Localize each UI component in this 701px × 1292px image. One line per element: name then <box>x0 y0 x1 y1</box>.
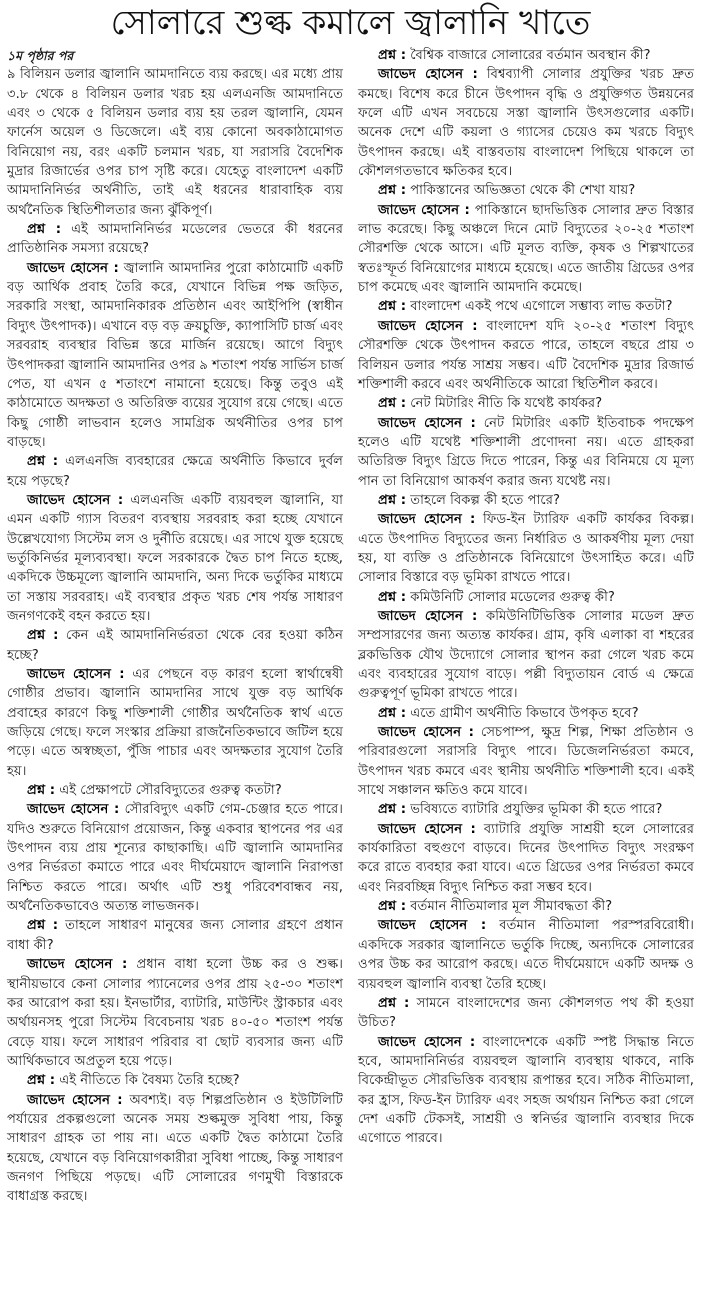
paragraph-text: সামনে বাংলাদেশের জন্য কৌশলগত পথ কী হওয়া উচিত? <box>358 995 694 1031</box>
paragraph-text: অবশ্যই। বড় শিল্পপ্রতিষ্ঠান ও ইউটিলিটি পর্যায়ের প্রকল্পগুলো অনেক সময় শুল্কমুক্ত সুবিধা পায়, কিন্তু সাধারণ গ্রাহক তা পায় না। এতে একটি দ্বৈত কাঠামো তৈরি হয়েছে, যেখানে বড় বিনিয়োগকারীরা সুবিধা পাচ্ছে, কিন্তু সাধারণ জনগণ পিছিয়ে পড়ছে। এটি সোলারের গণমুখী বিস্তারকে বাধাগ্রস্ত করছে। <box>7 1092 343 1205</box>
paragraph-text: তাহলে বিকল্প কী হতে পারে? <box>410 492 560 508</box>
interview-answer <box>7 955 343 1071</box>
question-label: প্রশ্ন : <box>378 299 407 315</box>
interview-answer <box>358 820 694 897</box>
speaker-label: জাভেদ হোসেন : <box>378 318 478 334</box>
speaker-label: জাভেদ হোসেন : <box>378 1034 476 1050</box>
paragraph-text: সৌরবিদ্যুৎ একটি গেম-চেঞ্জার হতে পারে। যদিও শুরুতে বিনিয়োগ প্রয়োজন, কিন্তু একবার স্থাপনের পর এর উৎপাদন ব্যয় প্রায় শূন্যের কাছাকাছি। এটি জ্বালানি আমদানির ওপর নির্ভরতা কমাতে পারে এবং দীর্ঘমেয়াদে জ্বালানি নিরাপত্তা নিশ্চিত করতে পারে। অর্থাৎ এটি শুধু পরিবেশবান্ধব নয়, অর্থনৈতিকভাবেও অত্যন্ত লাভজনক। <box>7 802 343 915</box>
paragraph-text: নেট মিটারিং নীতি কি যথেষ্ট কার্যকর? <box>410 396 603 412</box>
speaker-label: জাভেদ হোসেন : <box>27 802 120 818</box>
paragraph-text: এলএনজি ব্যবহারের ক্ষেত্রে অর্থনীতি কিভাবে দুর্বল হয়ে পড়ছে? <box>7 454 343 489</box>
interview-question <box>7 626 343 665</box>
interview-question <box>7 1071 343 1090</box>
paragraph-text: বাংলাদেশকে একটি স্পষ্ট সিদ্ধান্ত নিতে হবে, আমদানিনির্ভর ব্যয়বহুল জ্বালানি ব্যবস্থায় থাকবে, নাকি বিকেন্দ্রীভূত সৌরভিত্তিক ব্যবস্থায় রূপান্তর হবে। সঠিক নীতিমালা, কর হ্রাস, ফিড-ইন ট্যারিফ এবং সহজ অর্থায়ন নিশ্চিত করা গেলে দেশ একটি টেকসই, সাশ্রয়ী ও স্বনির্ভর জ্বালানি ব্যবস্থার দিকে এগোতে পারবে। <box>358 1034 694 1147</box>
speaker-label: জাভেদ হোসেন : <box>378 415 476 431</box>
paragraph-text: বিশ্বব্যাপী সোলার প্রযুক্তির খরচ দ্রুত কমছে। বিশেষ করে চীনে উৎপাদন বৃদ্ধি ও প্রযুক্তিগত উন্নয়নের ফলে এটি এখন সবচেয়ে সস্তা জ্বালানি উৎসগুলোর একটি। অনেক দেশে এটি কয়লা ও গ্যাসের চেয়েও কম খরচে বিদ্যুৎ উৎপাদন করছে। এই বাস্তবতায় বাংলাদেশ পিছিয়ে থাকলে তা কৌশলগতভাবে ক্ষতিকর হবে। <box>358 67 694 180</box>
paragraph-text: কেন এই আমদানিনির্ভরতা থেকে বের হওয়া কঠিন হচ্ছে? <box>7 628 343 663</box>
interview-question <box>358 994 694 1033</box>
speaker-label: জাভেদ হোসেন : <box>27 492 124 508</box>
paragraph-text: বর্তমান নীতিমালা পরস্পরবিরোধী। একদিকে সরকার জ্বালানিতে ভর্তুকি দিচ্ছে, অন্যদিকে সোলারের ওপর উচ্চ কর আরোপ করছে। এতে দীর্ঘমেয়াদে একটি অদক্ষ ও ব্যয়বহুল জ্বালানি ব্যবস্থা তৈরি হচ্ছে। <box>358 918 694 992</box>
paragraph-text: ৯ বিলিয়ন ডলার জ্বালানি আমদানিতে ব্যয় করছে। এর মধ্যে প্রায় ৩.৮ থেকে ৪ বিলিয়ন ডলার খরচ হয় এলএনজি আমদানিতে এবং ৩ থেকে ৫ বিলিয়ন ডলার ব্যয় হয় তরল জ্বালানি, যেমন ফার্নেস অয়েল ও ডিজেলে। এই ব্যয় কোনো অবকাঠামোগত বিনিয়োগ নয়, বরং একটি চলমান খরচ, যা সরাসরি বৈদেশিক মুদ্রার রিজার্ভের ওপর চাপ সৃষ্টি করে। যেহেতু বাংলাদেশ একটি আমদানিনির্ভর অর্থনীতি, তাই এই ধরনের ধারাবাহিক ব্যয় অর্থনৈতিক স্থিতিশীলতার জন্য ঝুঁকিপূর্ণ। <box>7 67 343 218</box>
paragraph-text: বাংলাদেশ যদি ২০-২৫ শতাংশ বিদ্যুৎ সৌরশক্তি থেকে উৎপাদন করতে পারে, তাহলে বছরে প্রায় ৩ বিলিয়ন ডলার পর্যন্ত সাশ্রয় সম্ভব। এটি বৈদেশিক মুদ্রার রিজার্ভ শক্তিশালী করবে এবং অর্থনীতিকে আরো স্থিতিশীল করবে। <box>358 318 695 392</box>
speaker-label: জাভেদ হোসেন : <box>27 1092 123 1108</box>
paragraph-text: তাহলে সাধারণ মানুষের জন্য সোলার গ্রহণে প্রধান বাধা কী? <box>7 918 343 953</box>
interview-question <box>358 491 694 510</box>
interview-question <box>358 181 694 200</box>
interview-answer <box>7 800 343 916</box>
paragraph-text: বর্তমান নীতিমালার মূল সীমাবদ্ধতা কী? <box>410 899 613 915</box>
speaker-label: জাভেদ হোসেন : <box>27 957 128 973</box>
interview-question <box>358 588 694 607</box>
question-label: প্রশ্ন : <box>27 454 58 470</box>
speaker-label: জাভেদ হোসেন : <box>378 608 478 624</box>
paragraph-text: প্রধান বাধা হলো উচ্চ কর ও শুল্ক। স্থানীয়ভাবে কেনা সোলার প্যানেলের ওপর প্রায় ২৫-৩০ শতাংশ কর আরোপ করা হয়। ইনভার্টার, ব্যাটারি, মাউন্টিং স্ট্রাকচার এবং অর্থায়নসহ পুরো সিস্টেম বিবেচনায় খরচ ৪০-৫০ শতাংশ পর্যন্ত বেড়ে যায়। ফলে সাধারণ পরিবার বা ছোট ব্যবসার জন্য এটি আর্থিকভাবে অপ্রতুল হয়ে পড়ে। <box>7 957 343 1069</box>
speaker-label: জাভেদ হোসেন : <box>27 260 119 276</box>
interview-question <box>358 800 694 819</box>
interview-question <box>7 781 343 800</box>
interview-answer <box>7 665 343 781</box>
question-label: প্রশ্ন : <box>378 802 407 818</box>
speaker-label: জাভেদ হোসেন : <box>27 667 125 682</box>
speaker-label: জাভেদ হোসেন : <box>378 512 476 528</box>
question-label: প্রশ্ন : <box>378 183 407 199</box>
article-column-right <box>358 46 694 1149</box>
question-label: প্রশ্ন : <box>378 995 410 1011</box>
interview-answer <box>358 317 694 394</box>
paragraph-text: ব্যাটারি প্রযুক্তি সাশ্রয়ী হলে সোলারের কার্যকারিতা বহুগুণে বাড়বে। দিনের উৎপাদিত বিদ্যুৎ সংরক্ষণ করে রাতে ব্যবহার করা যাবে। এতে গ্রিডের ওপর নির্ভরতা কমবে এবং নিরবচ্ছিন্ন বিদ্যুৎ নিশ্চিত করা সম্ভব হবে। <box>358 821 694 895</box>
question-label: প্রশ্ন : <box>378 492 407 508</box>
paragraph-text: এই প্রেক্ষাপটে সৌরবিদ্যুতের গুরুত্ব কতটা? <box>59 783 282 799</box>
article-column-left <box>7 46 343 1207</box>
interview-answer <box>358 201 694 298</box>
question-label: প্রশ্ন : <box>378 48 407 63</box>
question-label: প্রশ্ন : <box>378 705 407 721</box>
question-label: প্রশ্ন : <box>27 222 61 238</box>
interview-answer <box>358 1033 694 1149</box>
interview-question <box>358 46 694 65</box>
paragraph-text: এলএনজি একটি ব্যয়বহুল জ্বালানি, যা এমন একটি গ্যাস বিতরণ ব্যবস্থায় সরবরাহ করা হচ্ছে যেখানে উল্লেখযোগ্য সিস্টেম লস ও দুর্নীতি রয়েছে। এর সাথে যুক্ত হয়েছে ভর্তুকিনির্ভর মূল্যব্যবস্থা। ফলে সরকারকে দ্বৈত চাপ নিতে হচ্ছে, একদিকে উচ্চমূল্যে জ্বালানি আমদানি, অন্য দিকে ভর্তুকির মাধ্যমে তা সস্তায় সরবরাহ। এই ব্যবস্থার প্রকৃত খরচ শেষ পর্যন্ত সাধারণ জনগণকেই বহন করতে হয়। <box>7 492 343 624</box>
speaker-label: জাভেদ হোসেন : <box>378 67 478 83</box>
interview-answer <box>358 916 694 993</box>
question-label: প্রশ্ন : <box>378 589 407 605</box>
paragraph-text: ফিড-ইন ট্যারিফ একটি কার্যকর বিকল্প। এতে উৎপাদিত বিদ্যুতের জন্য নির্ধারিত ও আকর্ষণীয় মূল্য দেয়া হয়, যা ব্যক্তি ও প্রতিষ্ঠানকে বিনিয়োগে উৎসাহিত করে। এটি সোলার বিস্তারে বড় ভূমিকা রাখতে পারে। <box>358 512 694 586</box>
interview-answer <box>7 259 343 452</box>
speaker-label: জাভেদ হোসেন : <box>378 918 487 934</box>
paragraph-text: ভবিষ্যতে ব্যাটারি প্রযুক্তির ভূমিকা কী হতে পারে? <box>410 802 663 818</box>
paragraph-text: এই নীতিতে কি বৈষম্য তৈরি হচ্ছে? <box>59 1073 240 1089</box>
interview-answer <box>358 414 694 491</box>
question-label: প্রশ্ন : <box>27 783 56 799</box>
question-label: প্রশ্ন : <box>27 918 58 934</box>
paragraph-text: জ্বালানি আমদানির পুরো কাঠামোটি একটি বড় আর্থিক প্রবাহ তৈরি করে, যেখানে বিভিন্ন পক্ষ জড়িত, সরকারি সংস্থা, আমদানিকারক প্রতিষ্ঠান এবং আইপিপি (স্বাধীন বিদ্যুৎ উৎপাদক)। এখানে বড় বড় ক্রয়চুক্তি, ক্যাপাসিটি চার্জ এবং সরবরাহ ব্যবস্থার বিভিন্ন স্তরে মার্জিন রয়েছে। আগে বিদ্যুৎ উৎপাদকরা জ্বালানি আমদানির ওপর ৯ শতাংশ পর্যন্ত সার্ভিস চার্জ পেত, যা এখন ৫ শতাংশে নামানো হয়েছে। কিন্তু তবুও এই কাঠামোতে অদক্ষতা ও অতিরিক্ত ব্যয়ের সুযোগ রয়ে গেছে। এতে কিছু গোষ্ঠী লাভবান হলেও সামগ্রিক অর্থনীতির ওপর চাপ বাড়ছে। <box>7 260 343 450</box>
paragraph-text: এর পেছনে বড় কারণ হলো স্বার্থান্বেষী গোষ্ঠীর প্রভাব। জ্বালানি আমদানির সাথে যুক্ত বড় আর্থিক প্রবাহের কারণে কিছু শক্তিশালী গোষ্ঠীর অর্থনৈতিক স্বার্থ এতে জড়িয়ে গেছে। ফলে সংস্কার প্রক্রিয়া রাজনৈতিকভাবে জটিল হয়ে পড়ে। এতে অস্বচ্ছতা, পুঁজি পাচার এবং অদক্ষতার সুযোগ তৈরি হয়। <box>7 667 343 779</box>
article-headline: সোলারে শুল্ক কমালে জ্বালানি খাতে <box>110 3 591 43</box>
article-body <box>0 46 701 1207</box>
paragraph-text: নেট মিটারিং একটি ইতিবাচক পদক্ষেপ হলেও এটি যথেষ্ট শক্তিশালী প্রণোদনা নয়। এতে গ্রাহকরা অতিরিক্ত বিদ্যুৎ গ্রিডে দিতে পারেন, কিন্তু এর বিনিময়ে যে মূল্য পান তা বিনিয়োগ আকর্ষণ করার জন্য যথেষ্ট নয়। <box>358 415 694 489</box>
paragraph-text: পাকিস্তানে ছাদভিত্তিক সোলার দ্রুত বিস্তার লাভ করেছে। কিছু অঞ্চলে দিনে মোট বিদ্যুতের ২০-২৫ শতাংশ সৌরশক্তি থেকে আসে। এটি মূলত ব্যক্তি, কৃষক ও শিল্পখাতের স্বতঃস্ফূর্ত বিনিয়োগের মাধ্যমে হয়েছে। এতে জাতীয় গ্রিডের ওপর চাপ কমেছে এবং জ্বালানি আমদানি কমেছে। <box>358 202 694 296</box>
interview-answer <box>358 723 694 800</box>
interview-answer <box>358 65 694 181</box>
interview-question <box>7 220 343 259</box>
speaker-label: জাভেদ হোসেন : <box>378 202 470 218</box>
paragraph-text: বাংলাদেশ একই পথে এগোলে সম্ভাব্য লাভ কতটা? <box>410 299 673 315</box>
question-label: প্রশ্ন : <box>378 396 407 412</box>
body-paragraph <box>7 65 343 220</box>
paragraph-text: পাকিস্তানের অভিজ্ঞতা থেকে কী শেখা যায়? <box>410 183 636 199</box>
interview-answer <box>7 1091 343 1207</box>
interview-answer <box>358 510 694 587</box>
interview-question <box>358 704 694 723</box>
interview-question <box>7 916 343 955</box>
question-label: প্রশ্ন : <box>378 899 407 915</box>
interview-question <box>358 297 694 316</box>
speaker-label: জাভেদ হোসেন : <box>378 821 476 837</box>
speaker-label: জাভেদ হোসেন : <box>378 725 474 741</box>
interview-answer <box>358 607 694 704</box>
interview-question <box>358 897 694 916</box>
continued-from-label: ১ম পৃষ্ঠার পর <box>7 48 74 63</box>
paragraph-text: বৈশ্বিক বাজারে সোলারের বর্তমান অবস্থান কী? <box>410 48 651 63</box>
paragraph-text: কমিউনিটিভিত্তিক সোলার মডেল দ্রুত সম্প্রসারণের জন্য অত্যন্ত কার্যকর। গ্রাম, কৃষি এলাকা বা শহরের ব্লকভিত্তিক যৌথ উদ্যোগে সোলার স্থাপন করা গেলে খরচ কমে এবং ব্যবহারের সুযোগ বাড়ে। পল্লী বিদ্যুতায়ন বোর্ড এ ক্ষেত্রে গুরুত্বপূর্ণ ভূমিকা রাখতে পারে। <box>358 608 694 702</box>
paragraph-text: এতে গ্রামীণ অর্থনীতি কিভাবে উপকৃত হবে? <box>410 705 639 721</box>
question-label: প্রশ্ন : <box>27 1073 56 1089</box>
interview-answer <box>7 491 343 626</box>
paragraph-text: এই আমদানিনির্ভর মডেলের ভেতরে কী ধরনের প্রাতিষ্ঠানিক সমস্যা রয়েছে? <box>7 222 343 257</box>
question-label: প্রশ্ন : <box>27 628 59 644</box>
interview-question <box>358 394 694 413</box>
paragraph-text: কমিউনিটি সোলার মডেলের গুরুত্ব কী? <box>410 589 615 605</box>
paragraph-text: সেচপাম্প, ক্ষুদ্র শিল্প, শিক্ষা প্রতিষ্ঠান ও পরিবারগুলো সরাসরি বিদ্যুৎ পাবে। ডিজেলনির্ভরতা কমবে, উৎপাদন খরচ কমবে এবং স্থানীয় অর্থনীতি শক্তিশালী হবে। একই সাথে সঞ্চালন ক্ষতিও কমে যাবে। <box>358 725 694 799</box>
interview-question <box>7 452 343 491</box>
